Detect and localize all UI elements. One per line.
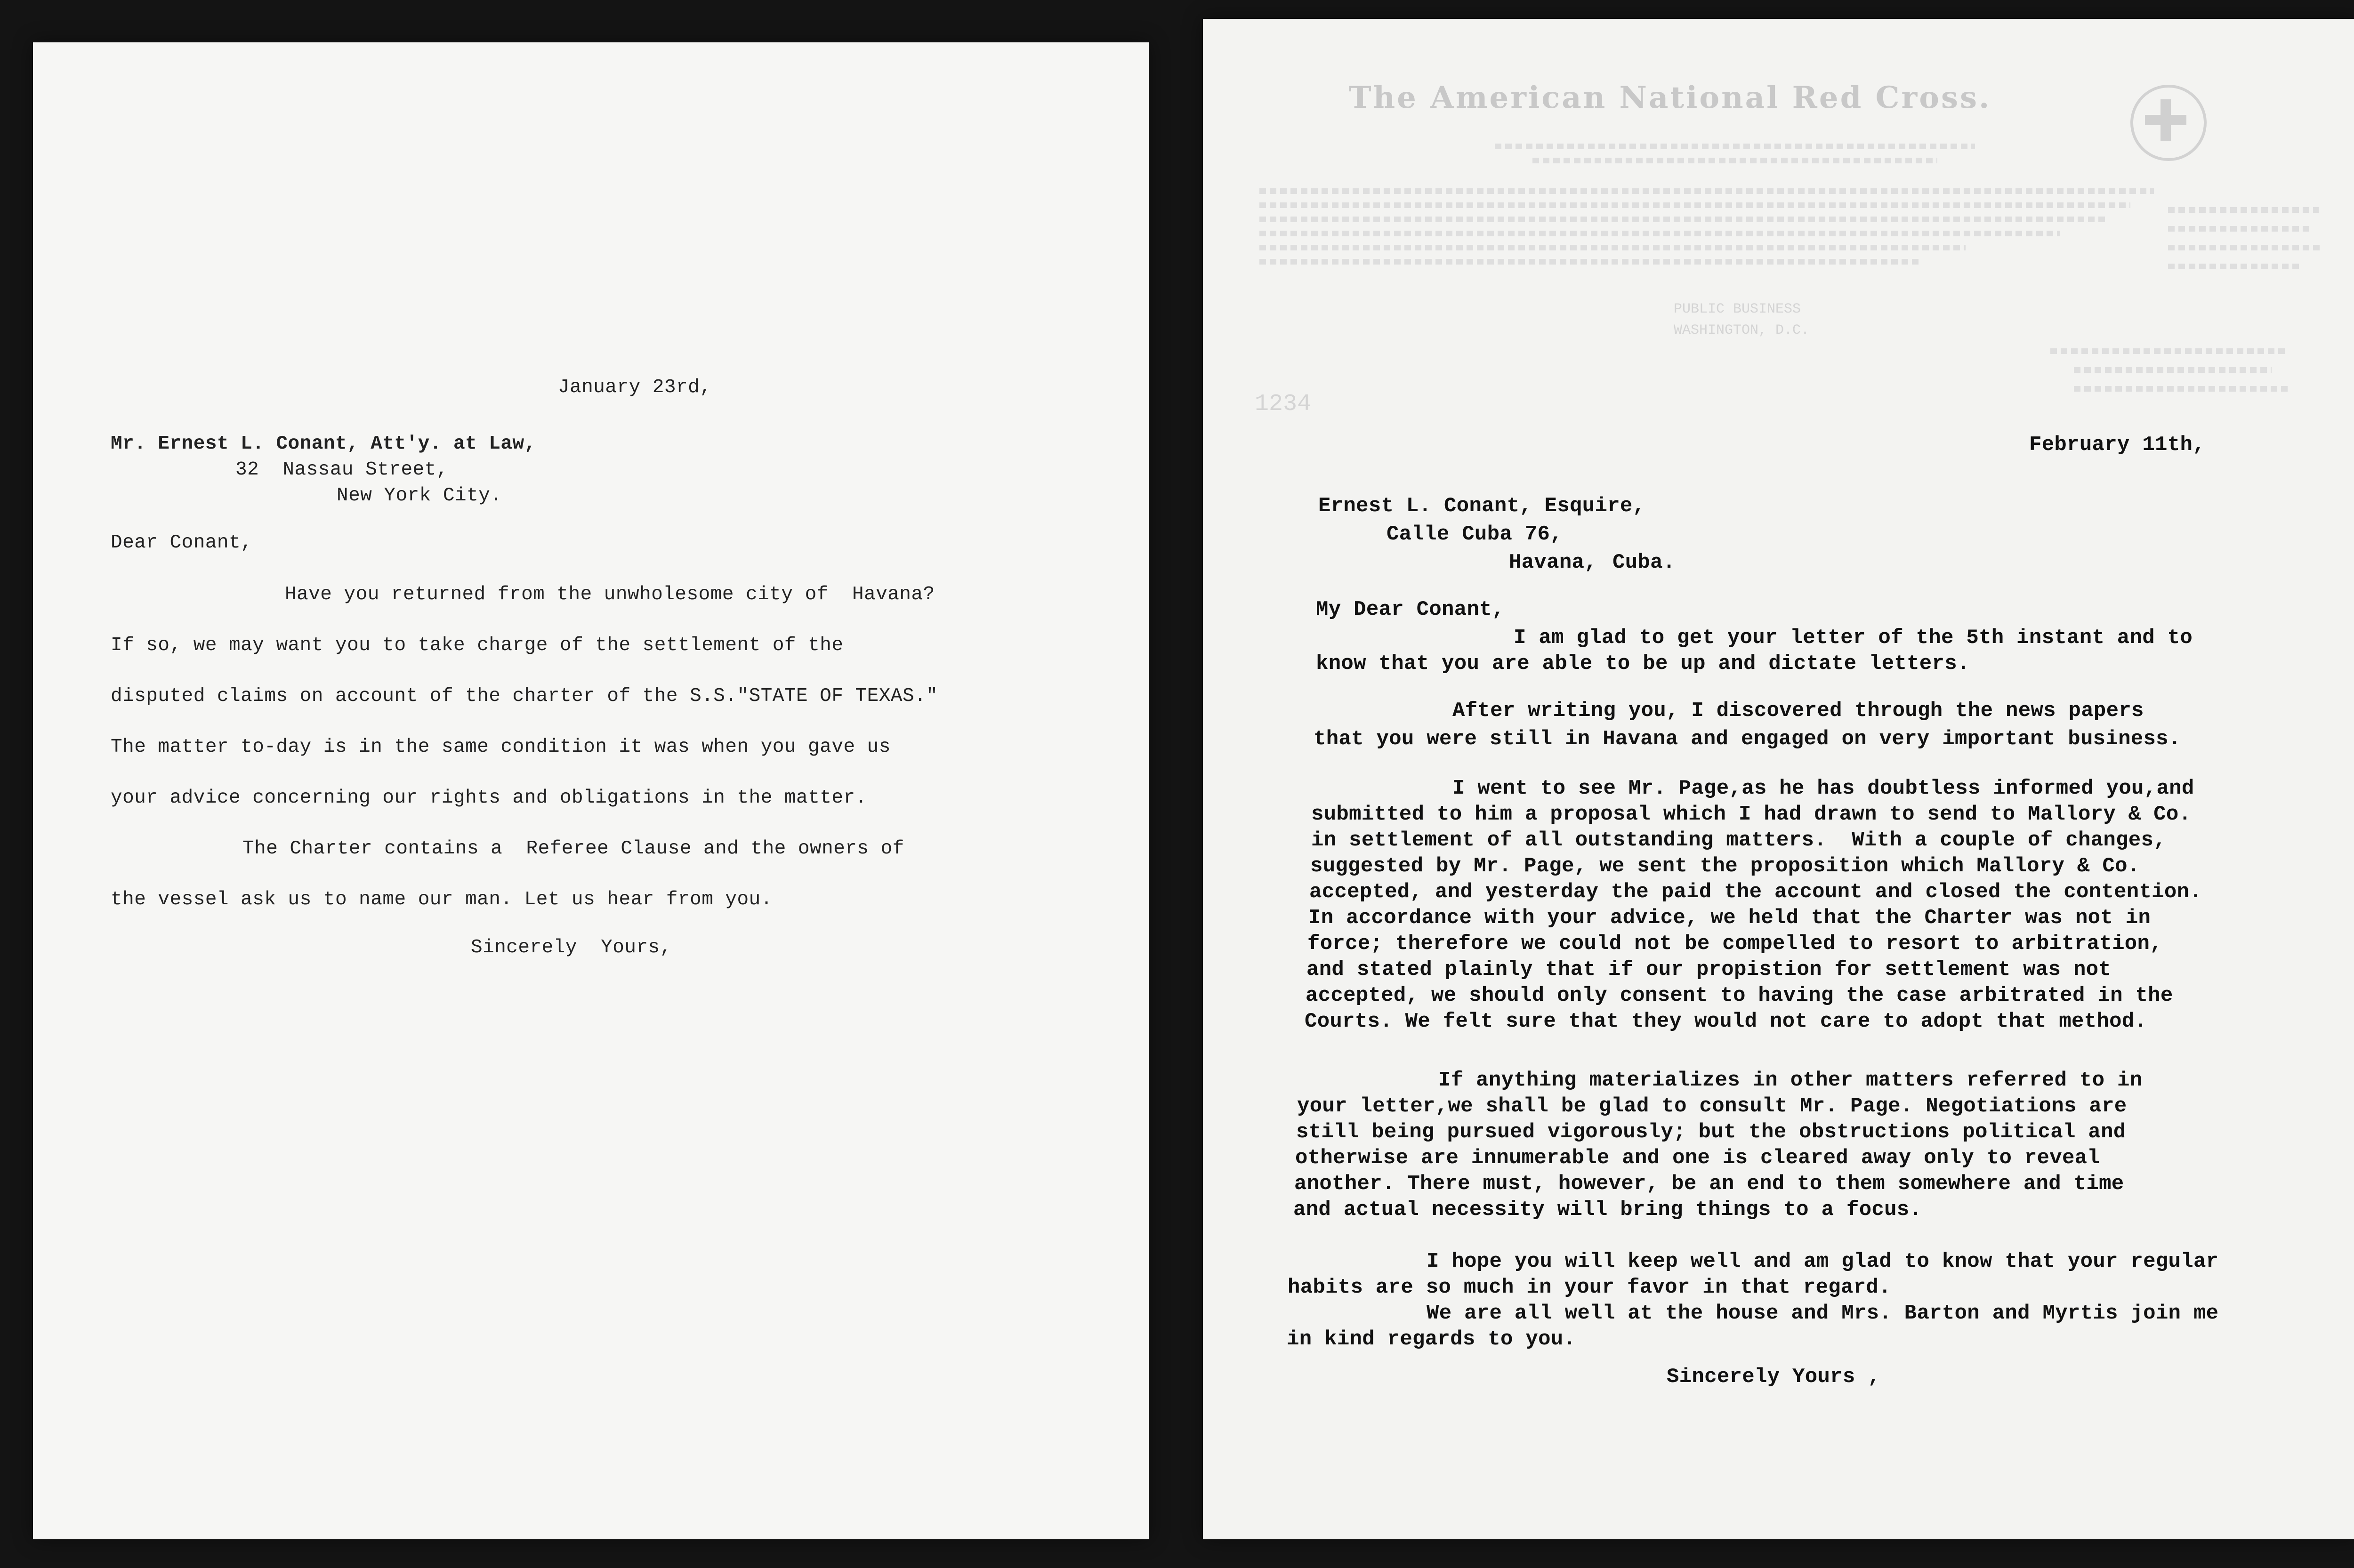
addressee-name: Mr. Ernest L. Conant, Att'y. at Law, [111, 433, 536, 455]
body-line: After writing you, I discovered through the news papers [1452, 699, 2144, 723]
body-line: submitted to him a proposal which I had drawn to send to Mallory & Co. [1311, 803, 2192, 826]
closing: Sincerely Yours, [471, 937, 672, 958]
body-line: your letter,we shall be glad to consult Mr. Page. Negotiations are [1297, 1094, 2127, 1118]
addressee-country: Cuba. [1612, 551, 1676, 574]
body-line: The matter to-day is in the same condition it was when you gave us [111, 736, 891, 758]
letterhead-text [1532, 158, 1937, 163]
letterhead-text [2168, 226, 2309, 232]
body-line: We are all well at the house and Mrs. Barton and Myrtis join me [1427, 1302, 2219, 1325]
letterhead-subtitle: WASHINGTON, D.C. [1674, 322, 1810, 338]
addressee-city: New York City. [337, 485, 502, 507]
letterhead-text [1259, 202, 2130, 208]
body-line: and stated plainly that if our propistion for settlement was not [1306, 958, 2112, 981]
red-cross-seal-icon [2130, 85, 2207, 161]
letterhead-text [1259, 188, 2154, 194]
body-line: accepted, and yesterday the paid the account and closed the contention. [1309, 880, 2202, 904]
body-line: Have you returned from the unwholesome city of Havana? [285, 584, 935, 605]
letterhead-title: The American National Red Cross. [1349, 80, 1991, 115]
addressee-street: Calle Cuba 76, [1387, 523, 1563, 546]
letterhead-text [1259, 259, 1919, 265]
addressee-city: Havana, [1509, 551, 1597, 574]
body-line: that you were still in Havana and engaged on very important business. [1314, 727, 2181, 751]
body-line: another. There must, however, be an end to them somewhere and time [1294, 1172, 2124, 1196]
addressee-street: 32 Nassau Street, [235, 459, 448, 481]
body-line: disputed claims on account of the charter of the S.S."STATE OF TEXAS." [111, 685, 938, 707]
letterhead-text [2050, 348, 2286, 354]
body-line: accepted, we should only consent to having the case arbitrated in the [1306, 984, 2173, 1007]
letterhead-text [1259, 231, 2060, 236]
salutation: My Dear Conant, [1316, 598, 1505, 621]
body-line: force; therefore we could not be compelled to resort to arbitration, [1307, 932, 2162, 956]
letterhead-text [1259, 245, 1966, 250]
body-line: in settlement of all outstanding matters. With a couple of changes, [1311, 828, 2166, 852]
body-line: If so, we may want you to take charge of the settlement of the [111, 635, 844, 656]
letterhead-number: 1234 [1255, 391, 1312, 418]
body-line: know that you are able to be up and dictate letters. [1316, 652, 1970, 675]
body-line: in kind regards to you. [1287, 1327, 1576, 1351]
left-letter-page [33, 42, 1149, 1539]
letterhead-subtitle: PUBLIC BUSINESS [1674, 301, 1801, 317]
letterhead-text [2168, 245, 2323, 250]
letterhead-text [2074, 367, 2272, 373]
letter-date: February 11th, [2029, 433, 2205, 457]
body-line: The Charter contains a Referee Clause and the owners of [242, 838, 904, 860]
body-line: I hope you will keep well and am glad to know that your regular [1427, 1250, 2219, 1273]
body-line: habits are so much in your favor in that regard. [1288, 1276, 1891, 1299]
body-line: and actual necessity will bring things to a focus. [1293, 1198, 1922, 1222]
salutation: Dear Conant, [111, 532, 253, 554]
body-line: If anything materializes in other matters referred to in [1438, 1069, 2143, 1092]
right-letter-page [1203, 19, 2354, 1539]
body-line: otherwise are innumerable and one is cleared away only to reveal [1295, 1146, 2100, 1170]
body-line: In accordance with your advice, we held that the Charter was not in [1308, 906, 2151, 930]
letterhead-text [1259, 217, 2107, 222]
body-line: I went to see Mr. Page,as he has doubtless informed you,and [1452, 777, 2194, 800]
letter-date: January 23rd, [558, 377, 712, 398]
body-line: I am glad to get your letter of the 5th instant and to [1514, 626, 2193, 650]
letterhead-text [2168, 207, 2319, 213]
body-line: the vessel ask us to name our man. Let us hear from you. [111, 889, 773, 910]
body-line: your advice concerning our rights and obligations in the matter. [111, 787, 867, 809]
body-line: still being pursued vigorously; but the obstructions political and [1296, 1120, 2126, 1144]
letterhead-text [2168, 264, 2300, 269]
closing: Sincerely Yours , [1667, 1365, 1880, 1389]
addressee-name: Ernest L. Conant, Esquire, [1318, 494, 1645, 518]
body-line: Courts. We felt sure that they would not care to adopt that method. [1305, 1010, 2147, 1033]
body-line: suggested by Mr. Page, we sent the proposition which Mallory & Co. [1310, 854, 2140, 878]
letterhead-text [1495, 144, 1975, 149]
letterhead-text [2074, 386, 2290, 392]
